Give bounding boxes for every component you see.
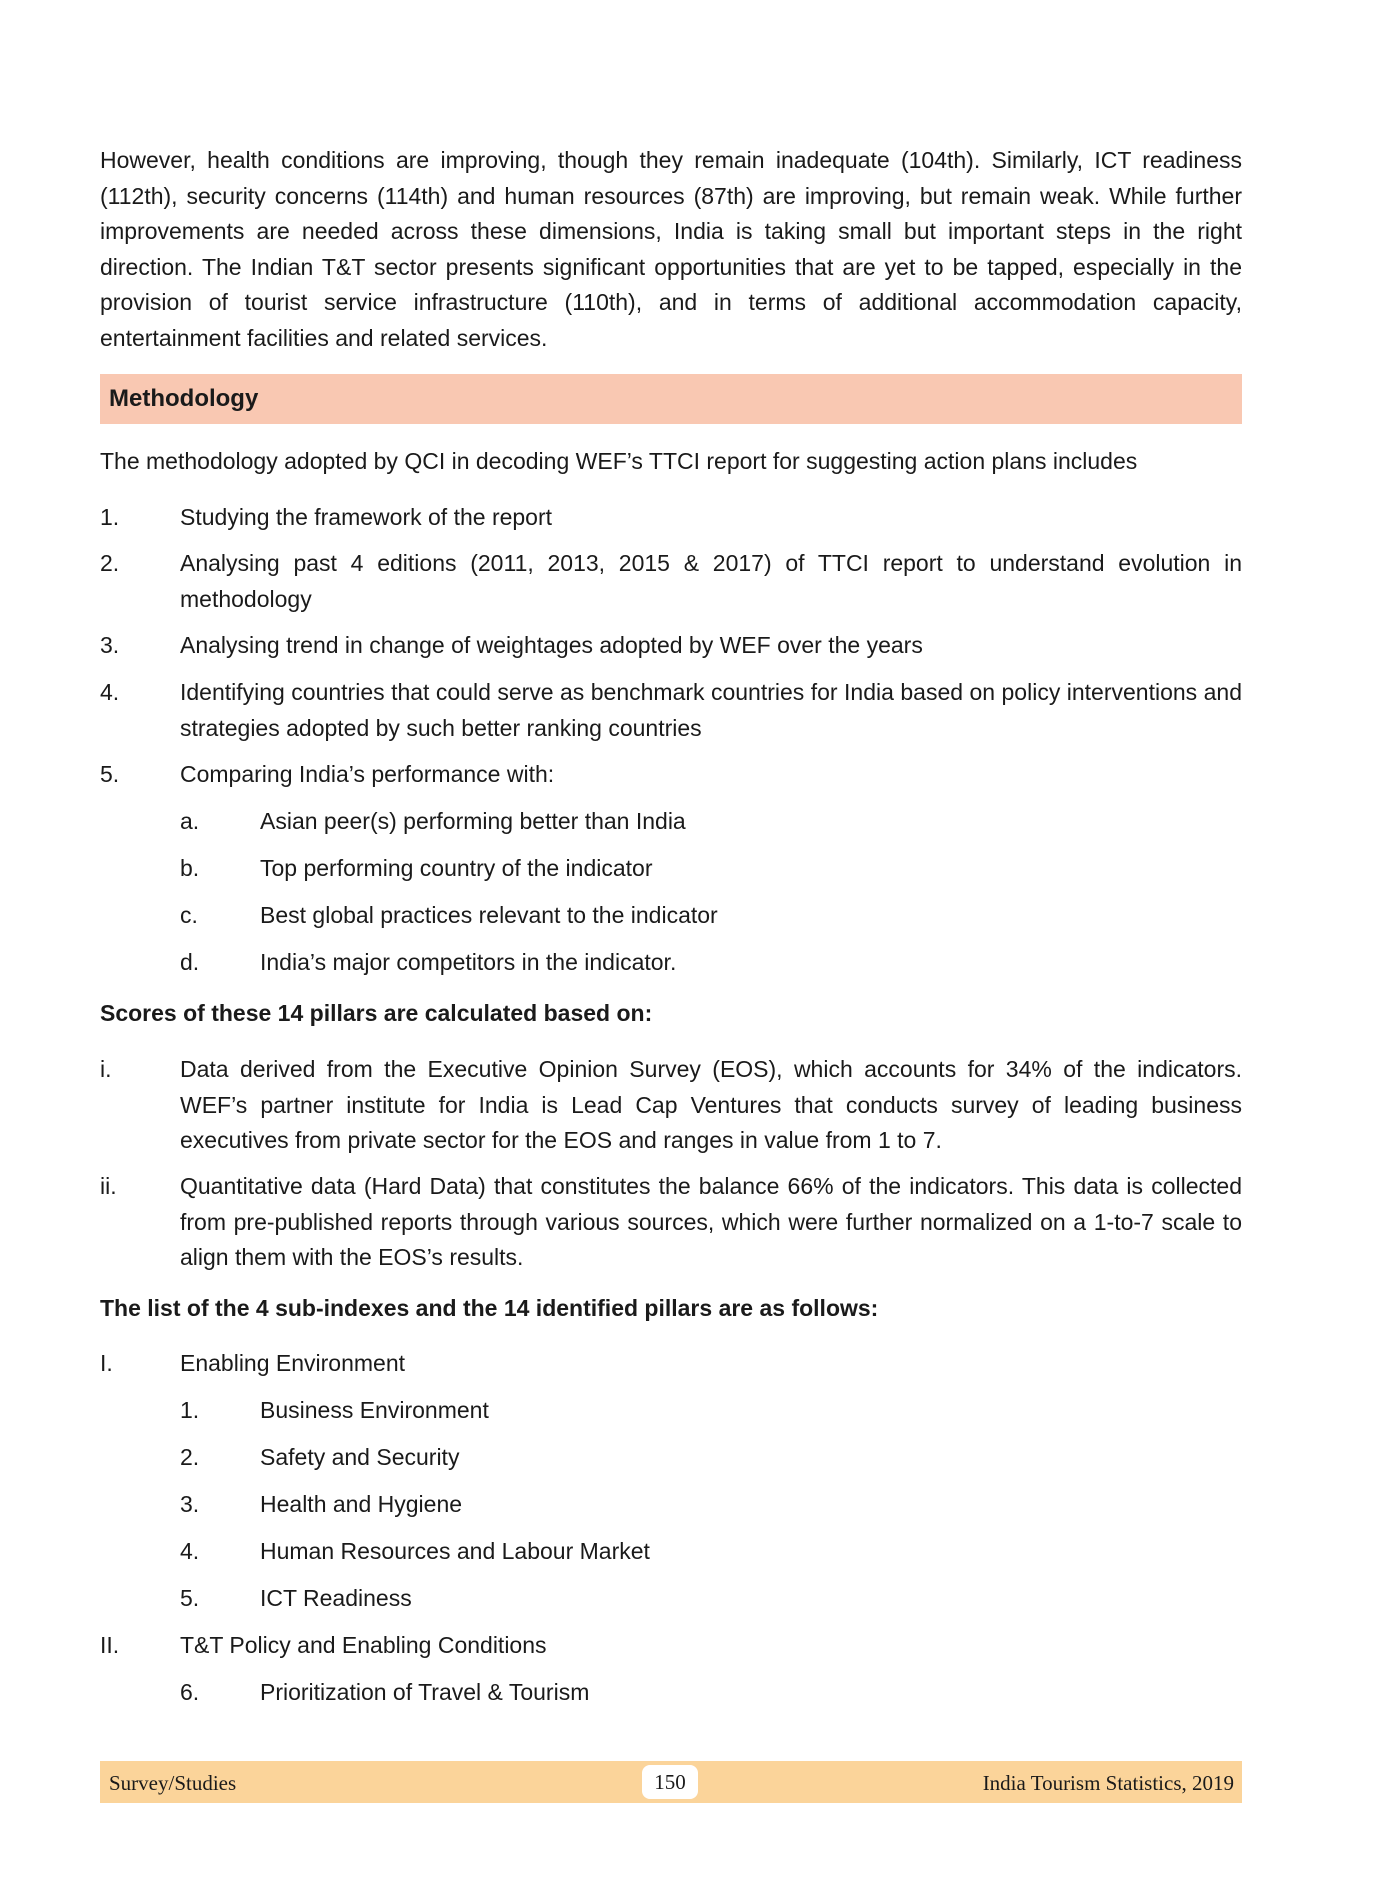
methodology-heading-bar xyxy=(100,374,1242,424)
footer-section-label: Survey/Studies xyxy=(109,1771,237,1795)
page-number: 150 xyxy=(642,1765,698,1799)
page-footer xyxy=(100,1761,1242,1803)
intro-paragraph: However, health conditions are improving, though they remain inadequate (104th). Similarly, ICT readiness (112th), security concerns (114th) and human resources (87th) are improving, but remain weak. While further improvements are needed across these dimensions, India is taking small but important steps in the right direction. The Indian T&T sector presents significant opportunities that are yet to be tapped, especially in the provision of tourist service infrastructure (110th), and in terms of additional accommodation capacity, entertainment facilities and related services. xyxy=(100,147,1242,351)
footer-publication-title: India Tourism Statistics, 2019 xyxy=(982,1771,1234,1795)
scores-heading: Scores of these 14 pillars are calculated based on: xyxy=(100,1000,653,1026)
methodology-heading: Methodology xyxy=(109,385,259,412)
methodology-lead: The methodology adopted by QCI in decoding WEF’s TTCI report for suggesting action plans includes xyxy=(100,448,1138,474)
pillars-heading: The list of the 4 sub-indexes and the 14 identified pillars are as follows: xyxy=(100,1295,879,1321)
